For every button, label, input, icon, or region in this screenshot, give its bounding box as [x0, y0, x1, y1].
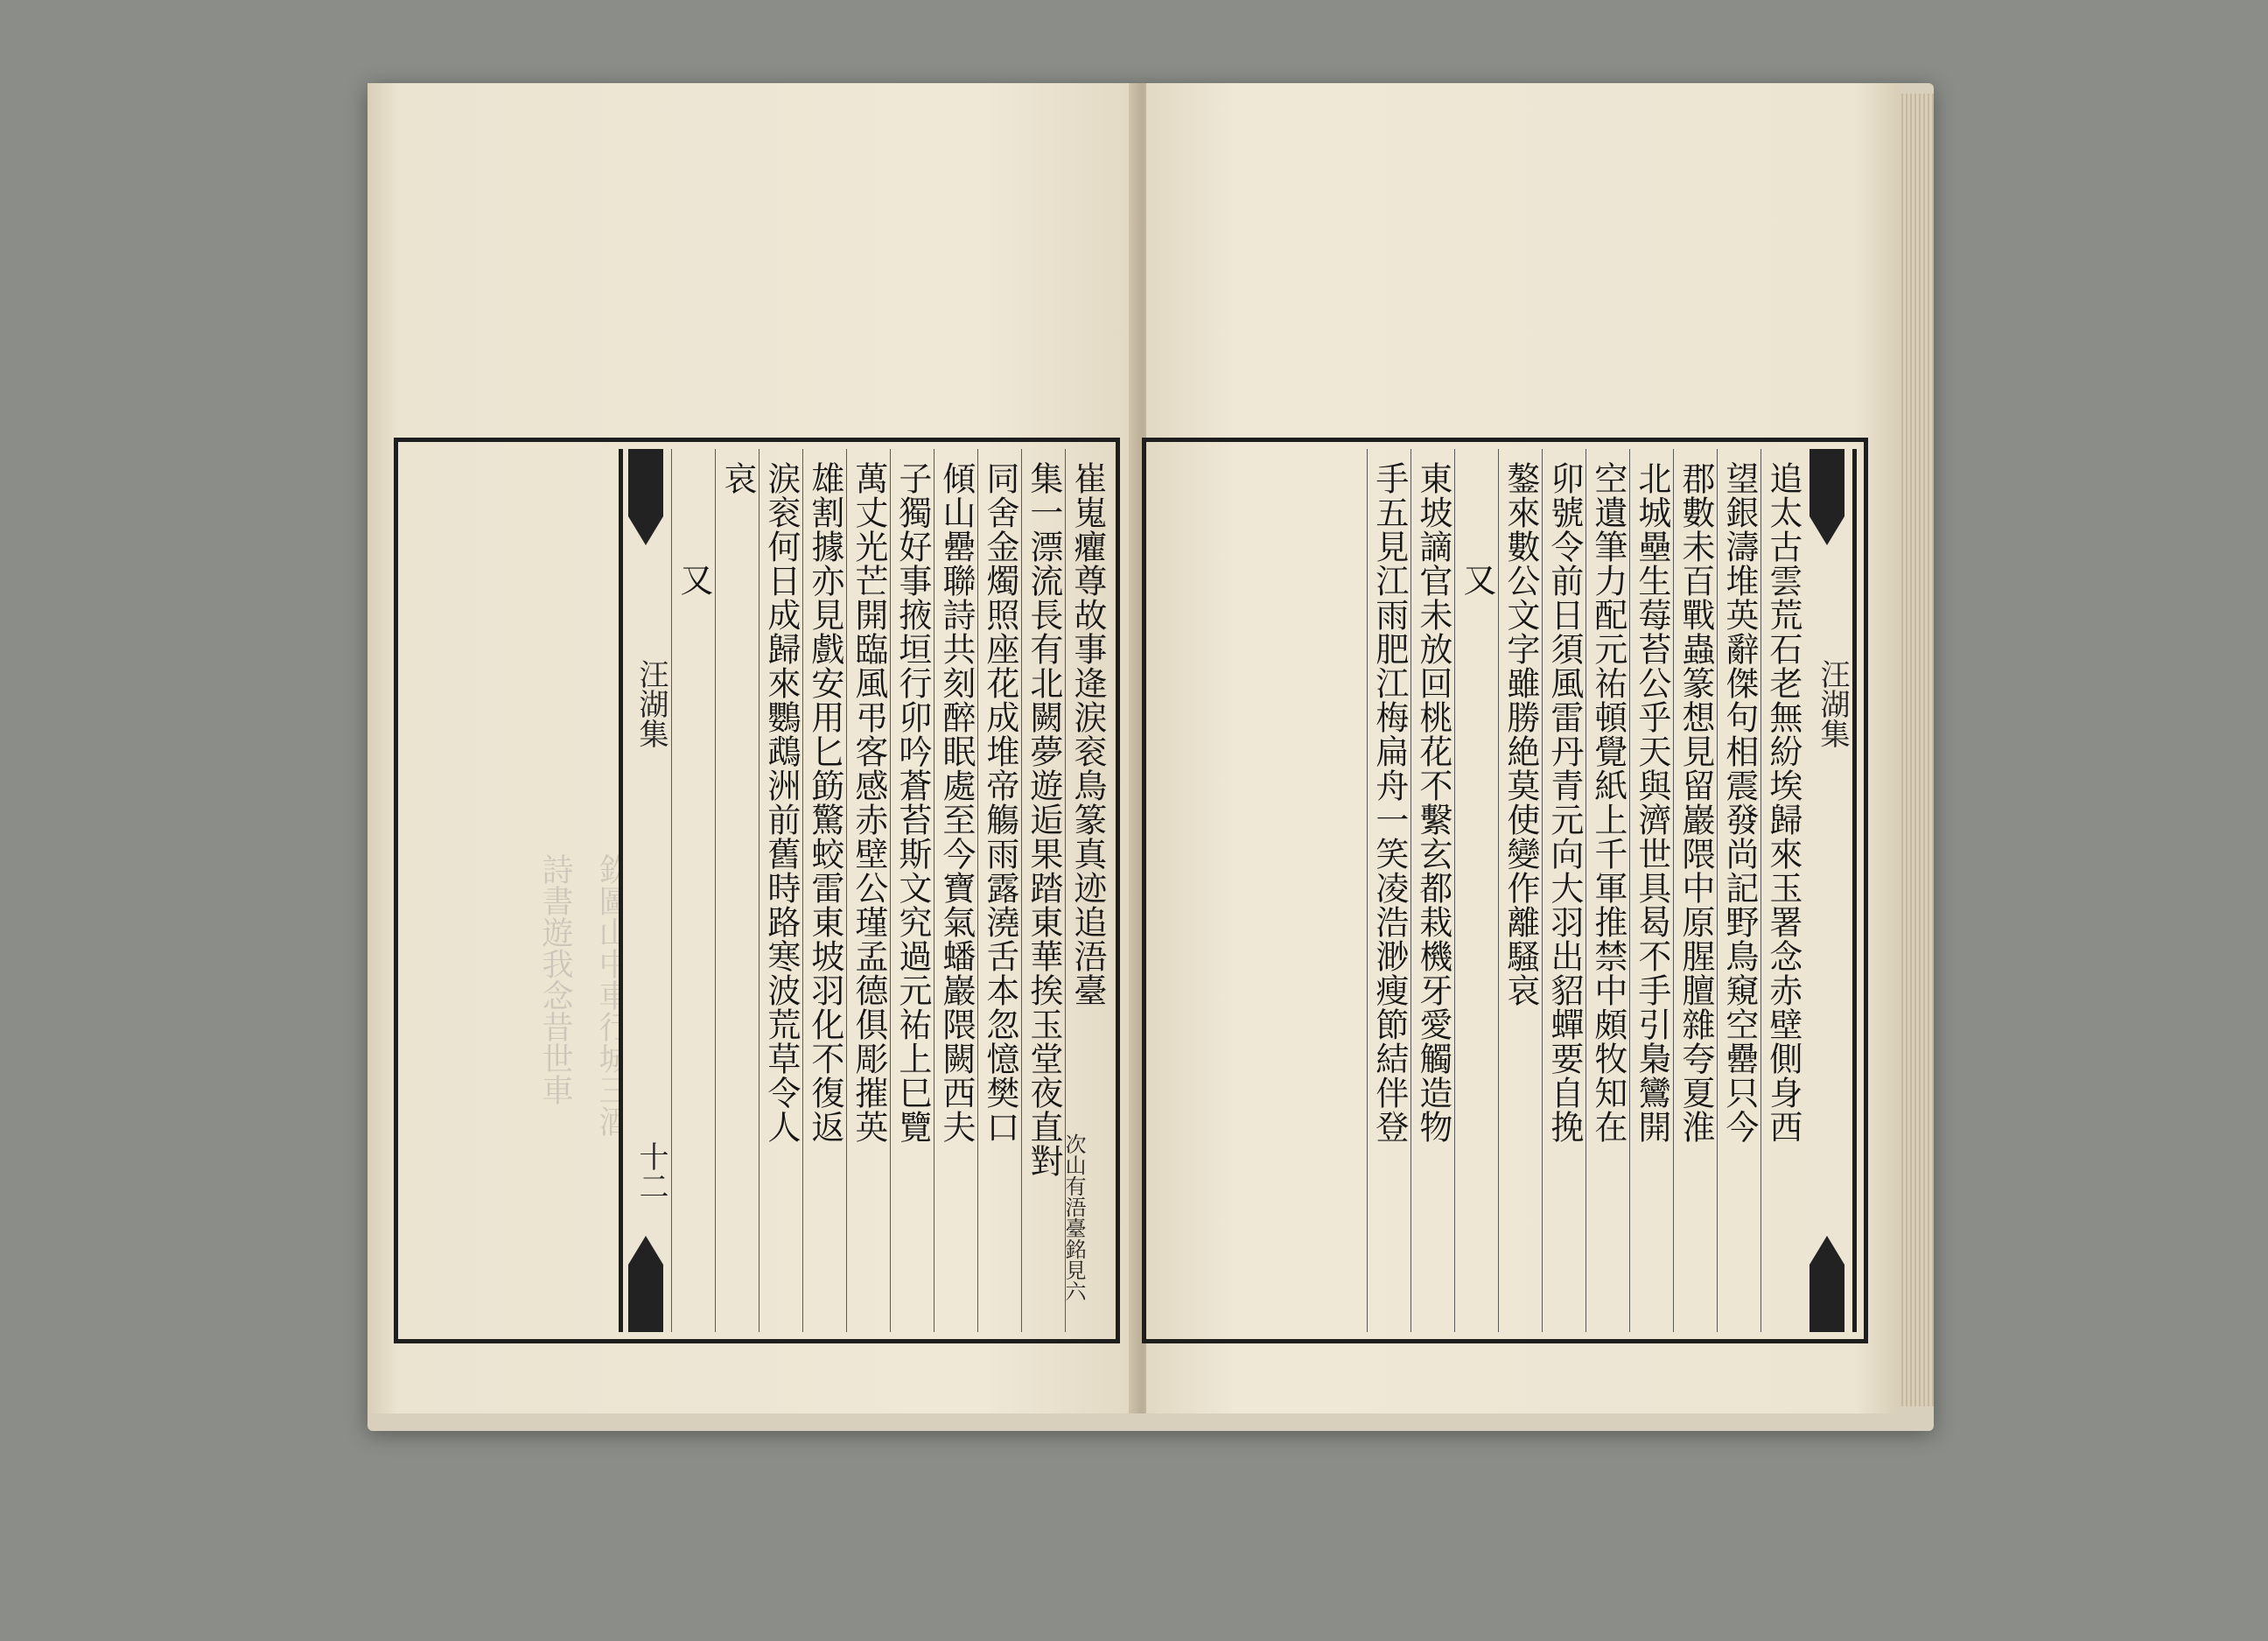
- fold-center-band: [619, 449, 671, 1332]
- book-title: 汪湖集: [1815, 659, 1850, 748]
- fish-tail-mark-icon: [1810, 1236, 1844, 1332]
- text-column: 同舍金燭照座花成堆帝觴雨露澆舌本忽憶樊口: [977, 449, 1021, 1332]
- bleed-column: 詩書遊我念昔世車: [537, 853, 573, 1105]
- text-column: 鏊來數公文字雖勝絶莫使變作離騷哀: [1498, 449, 1542, 1332]
- text-column: 空遺筆力配元祐頓覺紙上千軍推禁中頗牧知在: [1586, 449, 1629, 1332]
- fish-tail-mark-icon: [628, 449, 663, 545]
- text-column: 雄割據亦見戲安用匕筯驚蛟雷東坡羽化不復返: [802, 449, 846, 1332]
- text-column: 涙衮何日成歸來鸚鵡洲前舊時路寒波荒草令人: [759, 449, 802, 1332]
- text-column: 哀: [715, 449, 759, 1332]
- open-book: [368, 83, 1934, 1431]
- marginal-annotation: 次山有浯臺銘見六: [1061, 1133, 1086, 1301]
- text-column: 萬丈光芒開臨風弔客感赤壁公瑾孟德俱彫摧英: [846, 449, 890, 1332]
- poem-heading: 又: [671, 449, 715, 1332]
- text-column: 望銀濤堆英辭傑句相震發尚記野鳥窺空罍只今: [1717, 449, 1760, 1332]
- fish-tail-mark-icon: [628, 1236, 663, 1332]
- text-column: 傾山罍聯詩共刻醉眠處至今寶氣蟠巖隈闕西夫: [934, 449, 977, 1332]
- page-number: 十二: [634, 1141, 668, 1201]
- text-column: 子獨好事掖垣行卯吟蒼苔斯文究過元祐上巳覽: [890, 449, 934, 1332]
- text-column: 東坡謫官未放回桃花不繫玄都栽機牙愛觸造物: [1410, 449, 1454, 1332]
- page-edges: [1899, 94, 1934, 1406]
- poem-heading: 又: [1454, 449, 1498, 1332]
- text-column: 郡數未百戰蟲篆想見留巖隈中原腥膻雜夸夏淮: [1673, 449, 1717, 1332]
- right-text-frame: [1142, 438, 1868, 1343]
- bleed-column: 欽圖山中車行城三酒: [594, 853, 630, 1137]
- left-columns: [405, 449, 1109, 1332]
- text-column: 追太古雲荒石老無紛埃歸來玉署念赤壁側身西: [1760, 449, 1804, 1332]
- text-column: 北城壘生莓苔公乎天與濟世具曷不手引梟鸞開: [1629, 449, 1673, 1332]
- text-column: 手五見江雨肥江梅扁舟一笑凌浩渺瘦節結伴登: [1367, 449, 1410, 1332]
- text-column: 集一漂流長有北闕夢遊逅果踏東華挨玉堂夜直對: [1021, 449, 1065, 1332]
- fold-center-band: [1804, 449, 1857, 1332]
- text-column: 崔嵬癯尊故事逄涙衮鳥篆真迹追浯臺: [1065, 449, 1109, 1332]
- left-text-frame: [394, 438, 1120, 1343]
- right-columns: [1153, 449, 1857, 1332]
- text-column: 卯號令前日須風雷丹青元向大羽出貂蟬要自挽: [1542, 449, 1586, 1332]
- book-title: 汪湖集: [634, 659, 668, 748]
- fish-tail-mark-icon: [1810, 449, 1844, 545]
